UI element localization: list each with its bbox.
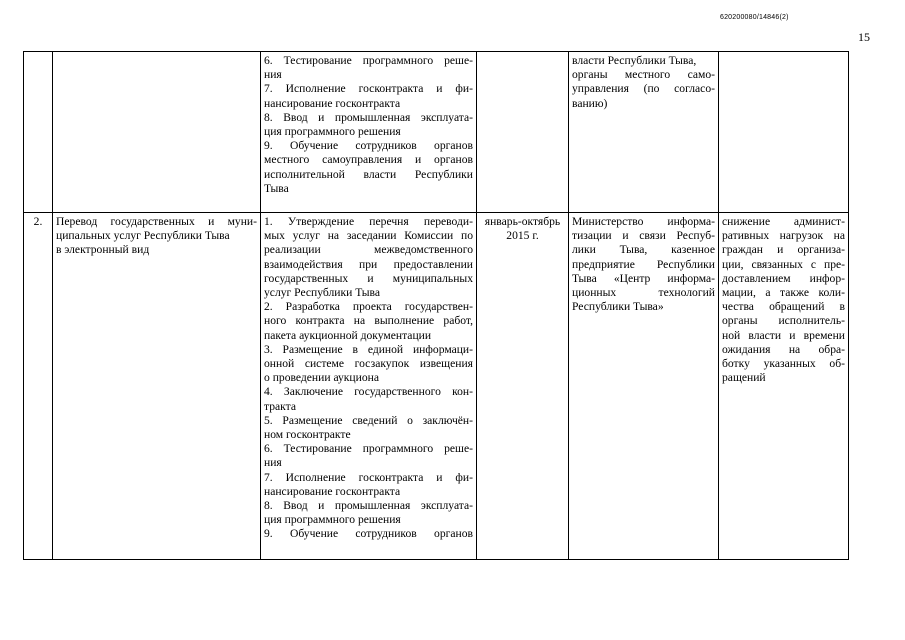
text-line: ния — [264, 68, 282, 82]
task-name-cell — [53, 213, 261, 560]
text-line: 4. Заключение государственного кон- — [264, 385, 473, 399]
text-line: ботку указанных об- — [722, 357, 845, 371]
text-line: ной власти и времени — [722, 328, 845, 342]
text-line: власти Республики Тыва, — [572, 54, 697, 67]
text-line: Тыва — [264, 181, 289, 195]
text-line: ции, связанных с пре- — [722, 257, 845, 271]
text-line: мации, а также коли- — [722, 286, 845, 300]
text-line: 9. Обучение сотрудников органов — [264, 139, 473, 153]
text-line: Перевод государственных и муни- — [56, 215, 257, 228]
text-line: 9. Обучение сотрудников органов — [264, 527, 473, 541]
text-line: управления (по согласо- — [572, 82, 715, 96]
task-name-cell — [53, 52, 261, 213]
result-cell — [719, 213, 849, 560]
term-cell — [477, 52, 569, 213]
text-line: 6. Тестирование программного реше- — [264, 442, 473, 456]
page-number: 15 — [858, 30, 870, 44]
text-line: ращений — [722, 371, 766, 385]
text-line: услуг Республики Тыва — [264, 286, 380, 300]
text-line: мых услуг на заседании Комиссии по — [264, 229, 473, 243]
text-line: органы местного само- — [572, 68, 715, 82]
text-line: 7. Исполнение госконтракта и фи- — [264, 82, 473, 96]
text-line: 1. Утверждение перечня переводи- — [264, 215, 473, 228]
term-cell — [477, 213, 569, 560]
text-line: 2. Разработка проекта государствен- — [264, 300, 473, 314]
text-line: ном госконтракте — [264, 428, 351, 442]
responsible-cell — [569, 213, 719, 560]
text-line: нансирование госконтракта — [264, 484, 401, 498]
responsible-cell — [569, 52, 719, 213]
document-code: 620200080/14846(2) — [720, 14, 789, 21]
text-line: 5. Размещение сведений о заключён- — [264, 413, 473, 427]
plan-table — [23, 51, 849, 560]
text-line: 8. Ввод и промышленная эксплуата- — [264, 499, 473, 513]
text-line: Министерство информа- — [572, 215, 715, 228]
text-line: снижение админист- — [722, 215, 845, 228]
row-number-cell — [24, 213, 53, 560]
text-line: ванию) — [572, 96, 608, 110]
text-line: о проведении аукциона — [264, 371, 379, 385]
text-line: ция программного решения — [264, 513, 401, 527]
text-line: нансирование госконтракта — [264, 96, 401, 110]
text-line: государственных и муниципальных — [264, 271, 473, 285]
text-line: тизации и связи Респуб- — [572, 229, 715, 243]
text-line: ционных технологий — [572, 286, 715, 300]
text-line: Республики Тыва» — [572, 300, 664, 314]
table-row — [24, 213, 849, 560]
text-line: онной системе госзакупок извещения — [264, 357, 473, 371]
row-number-cell — [24, 52, 53, 213]
text-line: Тыва «Центр информа- — [572, 271, 715, 285]
text-line: 8. Ввод и промышленная эксплуата- — [264, 110, 473, 124]
text-line: 6. Тестирование программного реше- — [264, 54, 473, 67]
text-line: тракта — [264, 399, 296, 413]
text-line: предприятие Республики — [572, 257, 715, 271]
text-line: доставлением инфор- — [722, 271, 845, 285]
measures-cell — [261, 213, 477, 560]
row-number: 2. — [33, 215, 43, 228]
text-line: ция программного решения — [264, 125, 401, 139]
text-line: лики Тыва, казенное — [572, 243, 715, 257]
text-line: реализации межведомственного — [264, 243, 473, 257]
text-line: ративных нагрузок на — [722, 229, 845, 243]
result-cell — [719, 52, 849, 213]
text-line: граждан и организа- — [722, 243, 845, 257]
text-line: ния — [264, 456, 282, 470]
measures-cell — [261, 52, 477, 213]
table-row — [24, 52, 849, 213]
text-line: ожидания на обра- — [722, 342, 845, 356]
text-line: чества обращений в — [722, 300, 845, 314]
text-line: январь-октябрь — [484, 215, 561, 228]
text-line: пакета аукционной документации — [264, 328, 432, 342]
text-line: взаимодействия при предоставлении — [264, 257, 473, 271]
text-line: в электронный вид — [56, 243, 150, 257]
text-line: исполнительной власти Республики — [264, 167, 473, 181]
text-line: 2015 г. — [506, 229, 539, 243]
text-line: ного контракта на выполнение работ, — [264, 314, 473, 328]
text-line: ципальных услуг Республики Тыва — [56, 229, 230, 243]
text-line: 7. Исполнение госконтракта и фи- — [264, 470, 473, 484]
text-line: 3. Размещение в единой информаци- — [264, 342, 473, 356]
text-line: органы исполнитель- — [722, 314, 845, 328]
text-line: местного самоуправления и органов — [264, 153, 473, 167]
